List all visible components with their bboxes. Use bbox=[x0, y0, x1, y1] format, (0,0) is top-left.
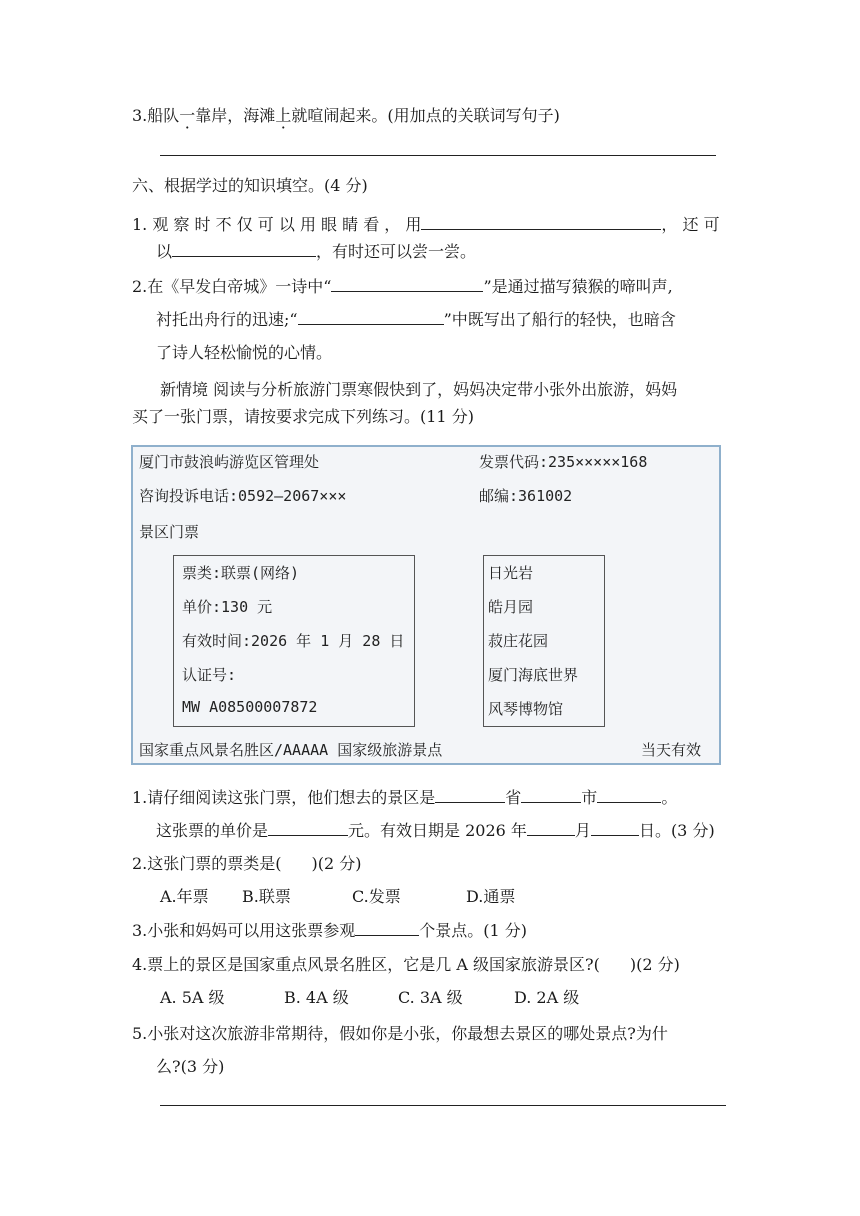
ticket-q5-line2: 么?(3 分) bbox=[156, 1057, 225, 1076]
reading-intro-line1: 新情境 阅读与分析旅游门票寒假快到了，妈妈决定带小张外出旅游，妈妈 bbox=[160, 380, 678, 399]
ticket-spots-box bbox=[483, 555, 605, 727]
ticket-q4: 4.票上的景区是国家重点风景名胜区，它是几 A 级国家旅游景区?( )(2 分) bbox=[132, 955, 680, 974]
option-a: A. 5A 级 bbox=[160, 988, 225, 1007]
option-b: B.联票 bbox=[242, 887, 291, 906]
blank-city[interactable] bbox=[521, 786, 581, 803]
ticket-invoice-code: 发票代码:235×××××168 bbox=[479, 453, 648, 471]
ticket-q1-line2: 这张票的单价是 元。有效日期是 2026 年 月 日。(3 分) bbox=[156, 821, 715, 840]
ticket-spot: 菽庄花园 bbox=[488, 632, 549, 650]
option-d: D.通票 bbox=[466, 887, 516, 906]
ticket-q4-options bbox=[160, 987, 579, 1009]
section-6-heading: 六、根据学过的知识填空。(4 分) bbox=[132, 176, 368, 195]
reading-intro-line2: 买了一张门票，请按要求完成下列练习。(11 分) bbox=[132, 407, 474, 426]
emphasis-dot-2: 上 bbox=[275, 106, 292, 125]
ticket-spot: 日光岩 bbox=[488, 564, 534, 582]
question-3-prompt: 3.船队一靠岸，海滩上就喧闹起来。(用加点的关联词写句子) bbox=[132, 106, 560, 125]
section-6-q1-line1: 1. 观 察 时 不 仅 可 以 用 眼 睛 看 ， 用 ， 还 可 bbox=[132, 215, 720, 234]
section-6-q1-line2: 以 ，有时还可以尝一尝。 bbox=[156, 242, 477, 261]
blank-s6q2-a[interactable] bbox=[331, 275, 483, 292]
ticket-issuer: 厦门市鼓浪屿游览区管理处 bbox=[139, 453, 320, 471]
blank-day[interactable] bbox=[591, 819, 639, 836]
ticket-q2: 2.这张门票的票类是( )(2 分) bbox=[132, 854, 362, 873]
ticket-title: 景区门票 bbox=[139, 523, 200, 541]
ticket-spot: 厦门海底世界 bbox=[488, 666, 579, 684]
blank-s6q1-a[interactable] bbox=[421, 213, 661, 230]
section-6-q2-line3: 了诗人轻松愉悦的心情。 bbox=[156, 343, 333, 362]
ticket-spot: 风琴博物馆 bbox=[488, 700, 564, 718]
section-6-q2-line2: 衬托出舟行的迅速;“ ”中既写出了船行的轻快，也暗含 bbox=[156, 310, 676, 329]
option-a: A.年票 bbox=[160, 887, 209, 906]
answer-line-q3[interactable] bbox=[160, 155, 716, 156]
section-6-q2-line1: 2.在《早发白帝城》一诗中“ ”是通过描写猿猴的啼叫声, bbox=[132, 277, 673, 296]
ticket-postcode: 邮编:361002 bbox=[479, 487, 573, 505]
ticket-q5-line1: 5.小张对这次旅游非常期待，假如你是小张，你最想去景区的哪处景点?为什 bbox=[132, 1024, 668, 1043]
option-c: C.发票 bbox=[352, 887, 401, 906]
ticket-phone: 咨询投诉电话:0592—2067××× bbox=[139, 487, 347, 505]
ticket-spot: 皓月园 bbox=[488, 598, 534, 616]
ticket-cert-no: MW A08500007872 bbox=[182, 698, 318, 716]
option-c: C. 3A 级 bbox=[398, 988, 463, 1007]
ticket-q1-line1: 1.请仔细阅读这张门票，他们想去的景区是 省 市 。 bbox=[132, 788, 678, 807]
blank-price[interactable] bbox=[268, 819, 348, 836]
ticket-price: 单价:130 元 bbox=[182, 598, 273, 616]
ticket-cert-label: 认证号: bbox=[182, 666, 237, 684]
emphasis-dot-1: 一 bbox=[179, 106, 196, 125]
ticket-valid: 有效时间:2026 年 1 月 28 日 bbox=[182, 632, 405, 650]
answer-line-q5[interactable] bbox=[160, 1105, 726, 1106]
blank-s6q2-b[interactable] bbox=[298, 308, 444, 325]
blank-month[interactable] bbox=[527, 819, 575, 836]
ticket-image bbox=[131, 445, 721, 765]
option-b: B. 4A 级 bbox=[284, 988, 349, 1007]
blank-province[interactable] bbox=[435, 786, 505, 803]
ticket-footer-left: 国家重点风景名胜区/AAAAA 国家级旅游景点 bbox=[139, 741, 443, 759]
blank-spot-count[interactable] bbox=[355, 919, 419, 936]
blank-scenic-area[interactable] bbox=[597, 786, 661, 803]
blank-s6q1-b[interactable] bbox=[172, 240, 316, 257]
ticket-q2-options bbox=[160, 886, 515, 908]
option-d: D. 2A 级 bbox=[514, 988, 580, 1007]
ticket-type: 票类:联票(网络) bbox=[182, 564, 300, 582]
ticket-q3: 3.小张和妈妈可以用这张票参观 个景点。(1 分) bbox=[132, 921, 528, 940]
ticket-info-box bbox=[173, 555, 415, 727]
ticket-footer-right: 当天有效 bbox=[641, 741, 702, 759]
